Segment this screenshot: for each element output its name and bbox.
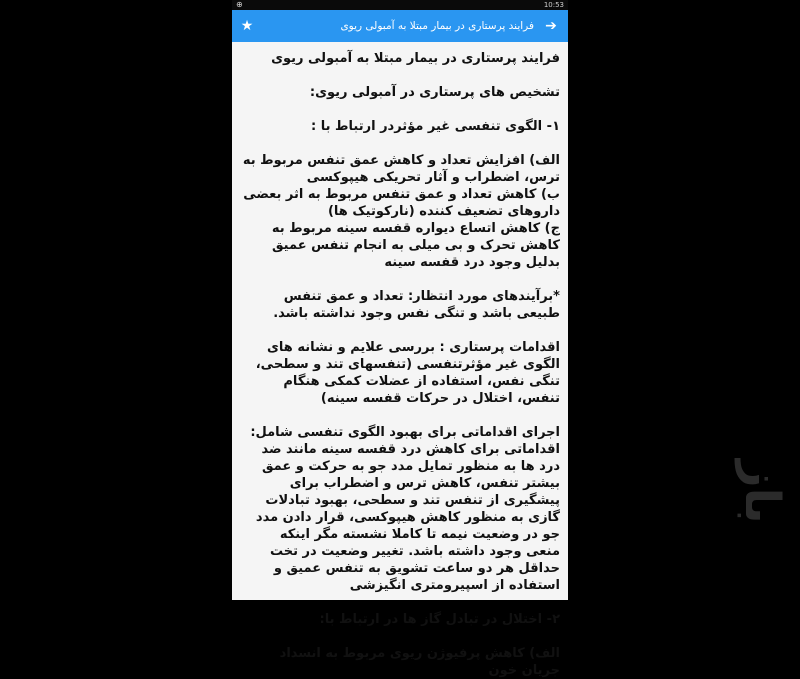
star-icon[interactable]: ★ bbox=[240, 18, 254, 34]
paragraph-outcome: *برآیندهای مورد انتظار: تعداد و عمق تنفس طبیعی باشد و تنگی نفس وجود نداشته باشد. bbox=[273, 289, 560, 321]
paragraph-execution: اجرای اقداماتی برای بهبود الگوی تنفسی شامل: اقداماتی برای کاهش درد قفسه سینه مانند ضد درد ها به منظور تمایل مدد جو به حرکت و عمق بیشتر تنفس، کاهش ترس و اضطراب برای پیشگیری از تنفس تند و سطحی، بهبود تبادلات گازی به منظور کاهش هیپوکسی، قرار دادن مدد جو در وضعیت نیمه تا کاملا نشسته مگر اینکه منعی وجود داشته باشد. تغییر وضعیت در تخت حداقل هر دو ساعت تشویق به تنفس عمیق و استفاده از اسپیرومتری انگیزشی bbox=[250, 425, 560, 593]
paragraph-a: الف) افزایش تعداد و کاهش عمق تنفس مربوط به ترس، اضطراب و آثار تحریکی هیپوکسی bbox=[242, 153, 560, 185]
app-bar-title: فرایند پرستاری در بیمار مبتلا به آمبولی ریوی bbox=[340, 20, 534, 32]
paragraph-b: ب) کاهش تعداد و عمق تنفس مربوط به اثر بعضی داروهای تضعیف کننده (نارکوتیک ها) bbox=[243, 187, 560, 219]
notification-icon: ⊕ bbox=[236, 0, 243, 9]
paragraph-actions: اقدامات پرستاری : بررسی علایم و نشانه های الگوی غیر مؤثرتنفسی (تنفسهای تند و سطحی، تنگی نفس، استفاده از عضلات کمکی هنگام تنفس، اختلال در حرکات قفسه سینه) bbox=[255, 340, 560, 406]
back-arrow-icon[interactable]: ➔ bbox=[545, 18, 557, 34]
article-subtitle: تشخیص های پرستاری در آمبولی ریوی: bbox=[309, 85, 560, 100]
section-item-2: ۲- اختلال در تبادل گاز ها در ارتباط با: bbox=[319, 612, 560, 627]
paragraph-item2-a: الف) کاهش پرفیوژن ریوی مربوط به انسداد جریان خون bbox=[279, 646, 560, 678]
article-title: فرایند پرستاری در بیمار مبتلا به آمبولی ریوی bbox=[271, 51, 560, 66]
article-content[interactable] bbox=[232, 42, 568, 678]
phone-screen bbox=[232, 0, 568, 678]
status-bar bbox=[232, 0, 568, 10]
status-time: 10:53 bbox=[543, 1, 564, 9]
app-bar bbox=[232, 10, 568, 42]
watermark-logo: باز bbox=[734, 460, 790, 524]
section-item-1: ۱- الگوی تنفسی غیر مؤثردر ارتباط با : bbox=[311, 119, 560, 134]
paragraph-c: ج) کاهش اتساع دیواره قفسه سینه مربوط به کاهش تحرک و بی میلی به انجام تنفس عمیق بدلیل وجود درد قفسه سینه bbox=[271, 221, 560, 270]
